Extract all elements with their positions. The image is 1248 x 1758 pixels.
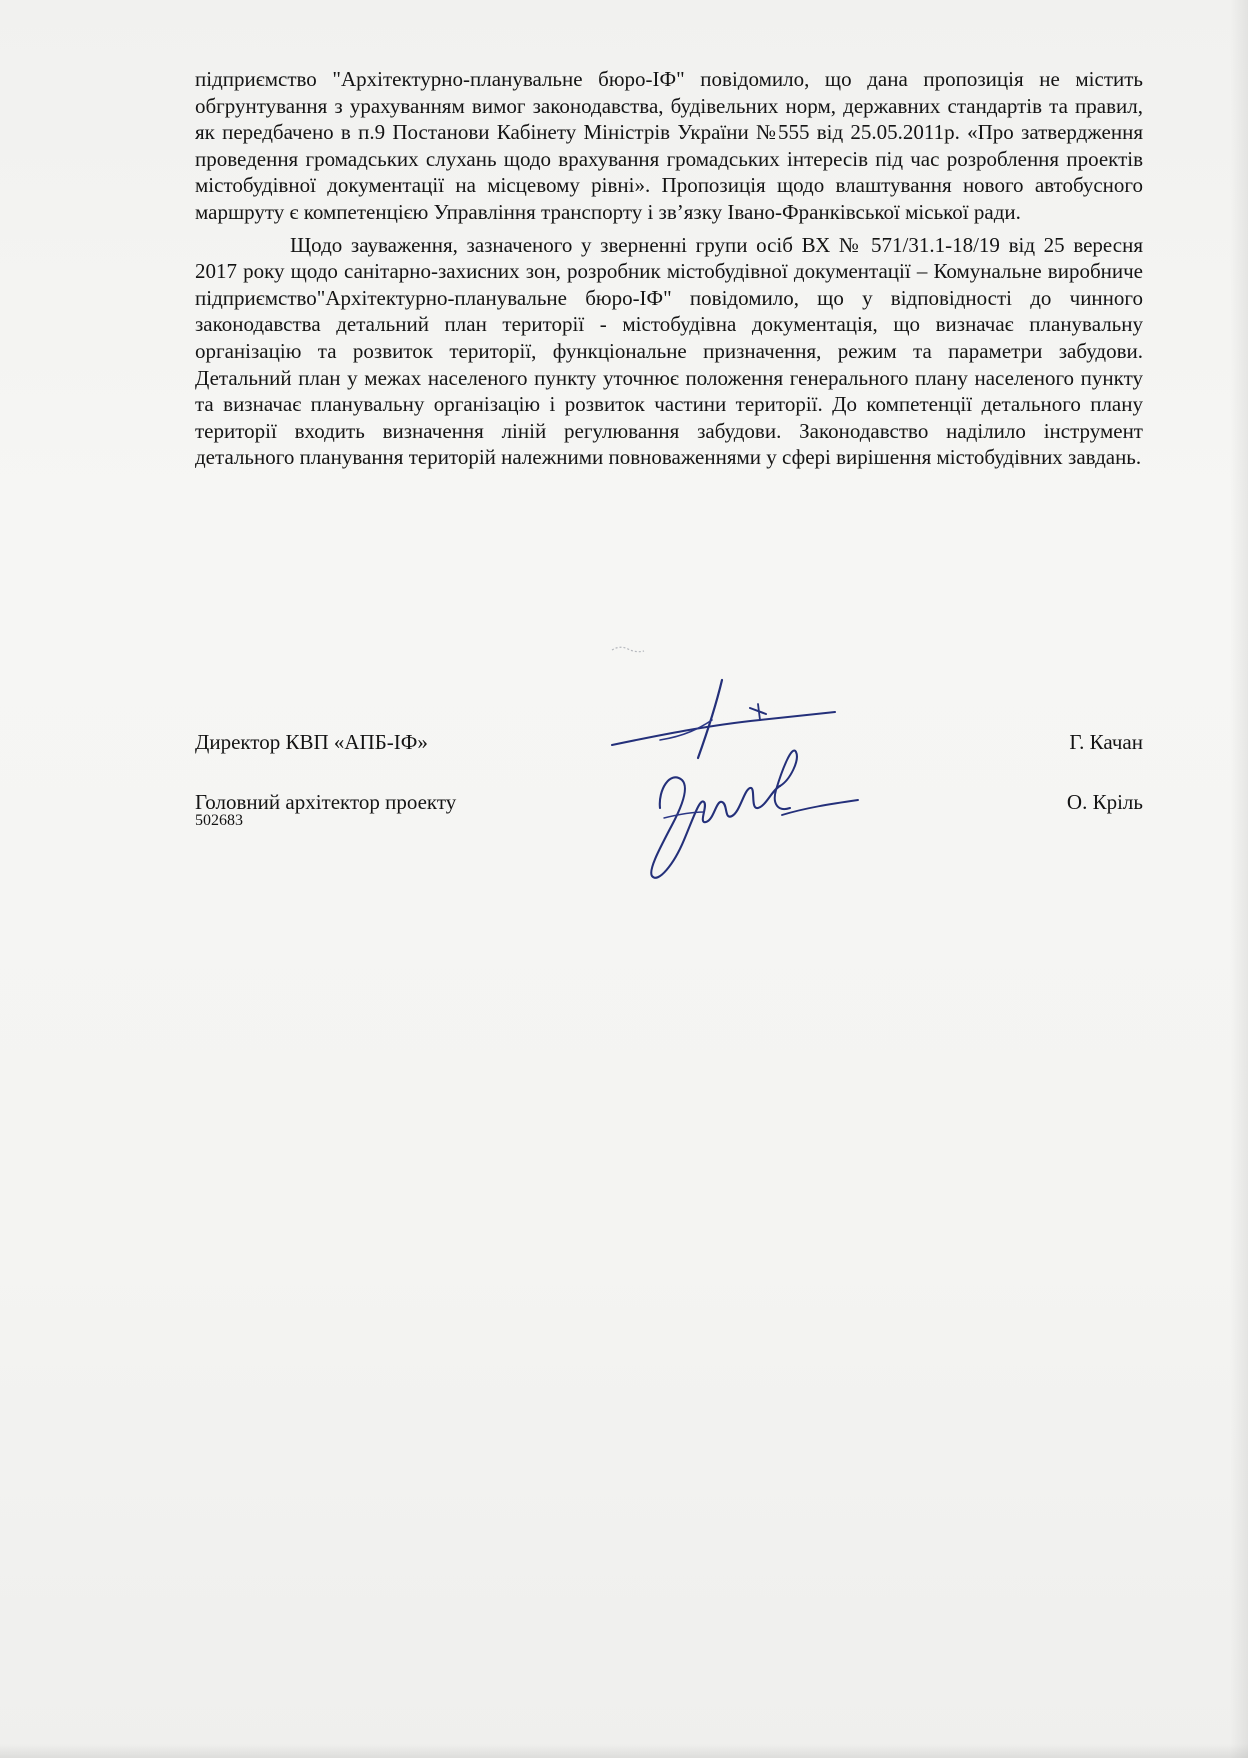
registration-number: 502683: [195, 812, 243, 829]
signature-row-director: [195, 730, 1143, 760]
architect-title: Головний архітектор проекту: [195, 790, 457, 814]
scan-edge-right: [1230, 0, 1248, 1758]
handwritten-signature: [600, 640, 880, 890]
paragraph-sanitary-zones: Щодо зауваження, зазначеного у зверненні групи осіб ВХ № 571/31.1-18/19 від 25 вересня 2017 року щодо санітарно-захисних зон, розробник містобудівної документації – Комунальне виробниче підприємство"Архітектурно-планувальне бюро-ІФ" повідомило, що у відповідності до чинного законодавства детальний план території - містобудівна документація, що визначає планувальну організацію та розвиток території, функціональне призначення, режим та параметри забудови. Детальний план у межах населеного пункту уточнює положення генерального плану населеного пункту та визначає планувальну організацію і розвиток частини території. До компетенції детального плану території входить визначення ліній регулювання забудови. Законодавство наділило інструмент детального планування територій належними повноваженнями у сфері вирішення містобудівних завдань.: [195, 232, 1143, 470]
scan-edge-bottom: [0, 1744, 1248, 1758]
paragraph-bus-route-proposal: підприємство "Архітектурно-планувальне бюро-ІФ" повідомило, що дана пропозиція не містить обгрунтування з урахуванням вимог законодавства, будівельних норм, державних стандартів та правил, як передбачено в п.9 Постанови Кабінету Міністрів України №555 від 25.05.2011р. «Про затвердження проведення громадських слухань щодо врахування громадських інтересів під час розроблення проектів містобудівної документації на місцевому рівні». Пропозиція щодо влаштування нового автобусного маршруту є компетенцією Управління транспорту і зв’язку Івано-Франківської міської ради.: [195, 67, 1143, 224]
document-body: [195, 66, 1143, 471]
director-name: Г. Качан: [1069, 730, 1143, 754]
architect-name: О. Кріль: [1066, 790, 1143, 814]
director-title: Директор КВП «АПБ-ІФ»: [195, 730, 428, 754]
signature-row-architect: [195, 790, 1143, 820]
